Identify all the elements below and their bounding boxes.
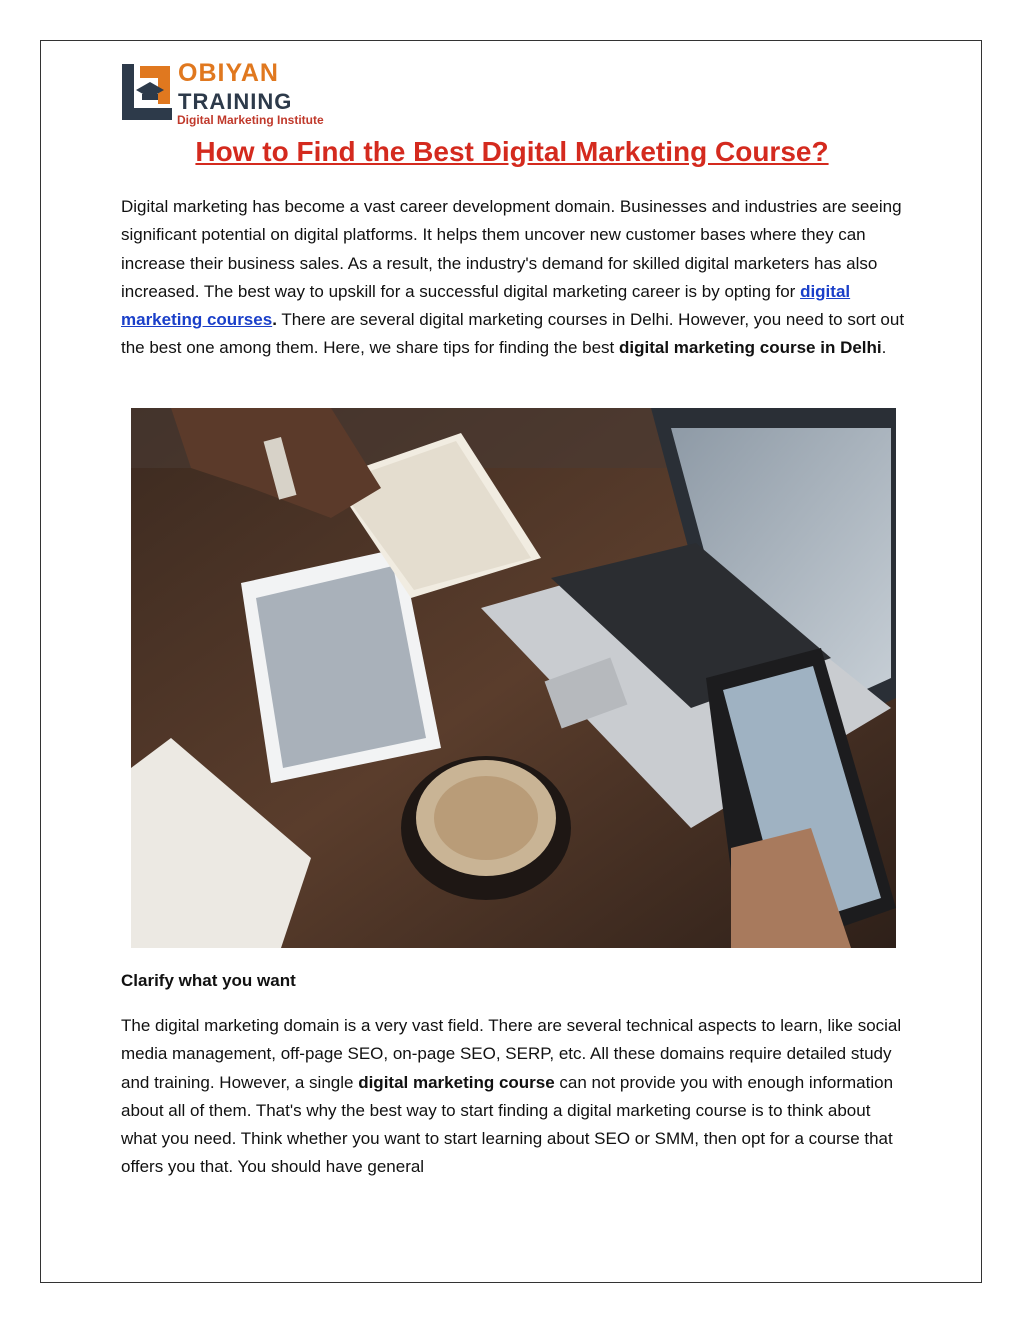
section-bold-keyword: digital marketing course xyxy=(358,1072,555,1092)
logo-mark-icon xyxy=(120,60,176,124)
workspace-photo xyxy=(131,408,896,948)
section-heading: Clarify what you want xyxy=(121,971,296,990)
section-text-2: can not provide you with enough information about all of them. That's why the best way to start finding a digital marketing course is to think about what you need. Think whether you want to start learning about SEO or SMM, then opt for a course that offers you that. You should have general xyxy=(121,1072,894,1177)
logo-name: OBIYAN xyxy=(178,59,279,87)
intro-bold-keyword: digital marketing course in Delhi xyxy=(619,338,882,358)
intro-paragraph xyxy=(121,193,911,363)
workspace-photo-illustration xyxy=(131,408,896,948)
logo-tagline: Digital Marketing Institute xyxy=(177,113,324,127)
logo-subtitle: TRAINING xyxy=(178,89,293,114)
section-text-1: The digital marketing domain is a very vast field. There are several technical aspects to learn, like social media management, off-page SEO, on-page SEO, SERP, etc. All these domains require detailed study and training. However, a single xyxy=(121,1016,902,1092)
logo xyxy=(120,58,350,130)
intro-text-3: . xyxy=(881,338,887,358)
page-title: How to Find the Best Digital Marketing Course? xyxy=(195,136,829,167)
intro-text-1: Digital marketing has become a vast career development domain. Businesses and industries are seeing significant potential on digital platforms. It helps them uncover new customer bases where they can increase their business sales. As a result, the industry's demand for skilled digital marketers has also increased. The best way to upskill for a successful digital marketing career is by opting for xyxy=(121,197,902,301)
section-paragraph xyxy=(121,1012,911,1182)
intro-dot: . xyxy=(272,310,277,330)
intro-text-2: There are several digital marketing courses in Delhi. However, you need to sort out the best one among them. Here, we share tips for finding the best xyxy=(121,310,905,358)
digital-marketing-courses-link[interactable]: digital marketing courses xyxy=(121,281,851,330)
